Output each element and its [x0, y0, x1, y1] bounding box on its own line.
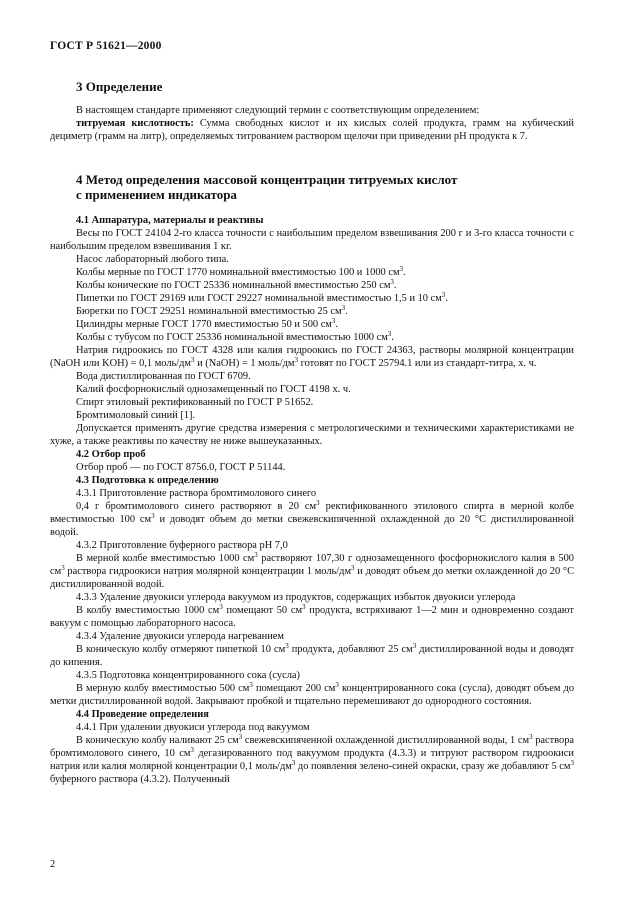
- section-4-title-line2: с применением индикатора: [76, 187, 237, 202]
- paragraph: Бромтимоловый синий [1].: [76, 410, 196, 421]
- paragraph: В мерную колбу вместимостью 500 $см^3$ помещают 200 $см^3$ концентрированного сока (сусла), доводят объем до метки дистиллированной водой. Закрывают пробкой и тщательно перемешивают до однородного состояния.: [50, 681, 575, 707]
- paragraph: Бюретки по ГОСТ 29251 номинальной вместимостью 25 $см^3$.: [76, 304, 348, 317]
- section-4-title: 4 Метод определения массовой концентрации титруемых кислот: [76, 172, 458, 187]
- paragraph: 4.3.3 Удаление двуокиси углерода вакуумом из продуктов, содержащих избыток двуокиси углерода: [76, 592, 516, 603]
- paragraph: 0,4 г бромтимолового синего растворяют в 20 $см^3$ ректификованного этилового спирта в мерной колбе вместимостью 100 $см^3$ и доводят объем до метки свежевскипяченной охлажденной до 20 °С дистиллированной водой.: [50, 499, 574, 538]
- document-header: ГОСТ Р 51621—2000: [50, 40, 162, 52]
- paragraph: В коническую колбу наливают 25 $см^3$ свежевскипяченной охлажденной дистиллированной воды, 1 $см^3$ раствора бромтимолового синего, 10 $см^3$ дегазированного под вакуумом продукта (4.3.3) и титруют раствором гидроокиси натрия или калия молярной концентрации 0,1 моль/$дм^3$ до появления зелено-синей окраски, сразу же добавляют 5 $см^3$ буферного раствора (4.3.2). Полученный: [50, 733, 574, 785]
- subsection-4-1-title: 4.1 Аппаратура, материалы и реактивы: [76, 215, 264, 226]
- s3-term: титруемая кислотность:: [76, 118, 194, 129]
- paragraph: 4.3.5 Подготовка концентрированного сока (сусла): [76, 670, 300, 681]
- paragraph: Натрия гидроокись по ГОСТ 4328 или калия гидроокись по ГОСТ 24363, растворы молярной концентрации (NaOH или KOH) = 0,1 моль/$дм^3$ и (NaOH) = 1 моль/$дм^3$ готовят по ГОСТ 25794.1 или из стандарт-титра, х. ч.: [50, 345, 574, 369]
- paragraph: Калий фосфорнокислый однозамещенный по ГОСТ 4198 х. ч.: [76, 384, 351, 395]
- paragraph: 4.3.4 Удаление двуокиси углерода нагреванием: [76, 631, 284, 642]
- section-3-body: [50, 104, 574, 143]
- paragraph: Колбы мерные по ГОСТ 1770 номинальной вместимостью 100 и 1000 $см^3$.: [76, 265, 406, 278]
- paragraph: Отбор проб — по ГОСТ 8756.0, ГОСТ Р 51144.: [76, 462, 286, 473]
- subsection-4-4-title: 4.4 Проведение определения: [76, 709, 209, 720]
- paragraph: Вода дистиллированная по ГОСТ 6709.: [76, 371, 251, 382]
- paragraph: Насос лабораторный любого типа.: [76, 254, 229, 265]
- paragraph: 4.3.1 Приготовление раствора бромтимолового синего: [76, 488, 317, 499]
- paragraph: В мерной колбе вместимостью 1000 $см^3$ растворяют 107,30 г однозамещенного фосфорнокислого калия в 500 $см^3$ раствора гидроокиси натрия молярной концентрации 1 моль/$дм^3$ и доводят объем до метки охлажденной до 20 °С дистиллированной водой.: [50, 551, 575, 590]
- paragraph: Спирт этиловый ректификованный по ГОСТ Р 51652.: [76, 397, 314, 408]
- subsection-4-2-title: 4.2 Отбор проб: [76, 449, 146, 460]
- paragraph: В коническую колбу отмеряют пипеткой 10 $см^3$ продукта, добавляют 25 $см^3$ дистиллированной воды и доводят до кипения.: [50, 642, 575, 668]
- paragraph: Цилиндры мерные ГОСТ 1770 вместимостью 50 и 500 $см^3$.: [76, 317, 338, 330]
- section-3-title: 3 Определение: [76, 79, 163, 94]
- s3-intro: В настоящем стандарте применяют следующий термин с соответствующим определением:: [76, 105, 480, 116]
- section-4-body: [50, 214, 574, 786]
- s3-definition: титруемая кислотность: Сумма свободных кислот и их кислых солей продукта, грамм на кубический дециметр (грамм на литр), определяемых титрованием раствором щелочи при приведении рН продукта к 7.: [50, 118, 574, 142]
- paragraph: Колбы с тубусом по ГОСТ 25336 номинальной вместимостью 1000 $см^3$.: [76, 330, 394, 343]
- paragraph: Допускается применять другие средства измерения с метрологическими и техническими характеристиками не хуже, а также реактивы по качеству не ниже вышеуказанных.: [50, 423, 574, 447]
- paragraph: Колбы конические по ГОСТ 25336 номинальной вместимостью 250 $см^3$.: [76, 278, 397, 291]
- paragraph: 4.4.1 При удалении двуокиси углерода под вакуумом: [76, 722, 310, 733]
- paragraph: Весы по ГОСТ 24104 2-го класса точности с наибольшим пределом взвешивания 200 г и 3-го класса точности с наибольшим пределом взвешивания 1 кг.: [50, 228, 574, 252]
- subsection-4-3-title: 4.3 Подготовка к определению: [76, 475, 219, 486]
- paragraph: В колбу вместимостью 1000 $см^3$ помещают 50 $см^3$ продукта, встряхивают 1—2 мин и одновременно создают вакуум с помощью лабораторного насоса.: [50, 603, 574, 629]
- paragraph: Пипетки по ГОСТ 29169 или ГОСТ 29227 номинальной вместимостью 1,5 и 10 $см^3$.: [76, 291, 448, 304]
- page-number: 2: [50, 859, 56, 870]
- paragraph: 4.3.2 Приготовление буферного раствора рН 7,0: [76, 540, 288, 551]
